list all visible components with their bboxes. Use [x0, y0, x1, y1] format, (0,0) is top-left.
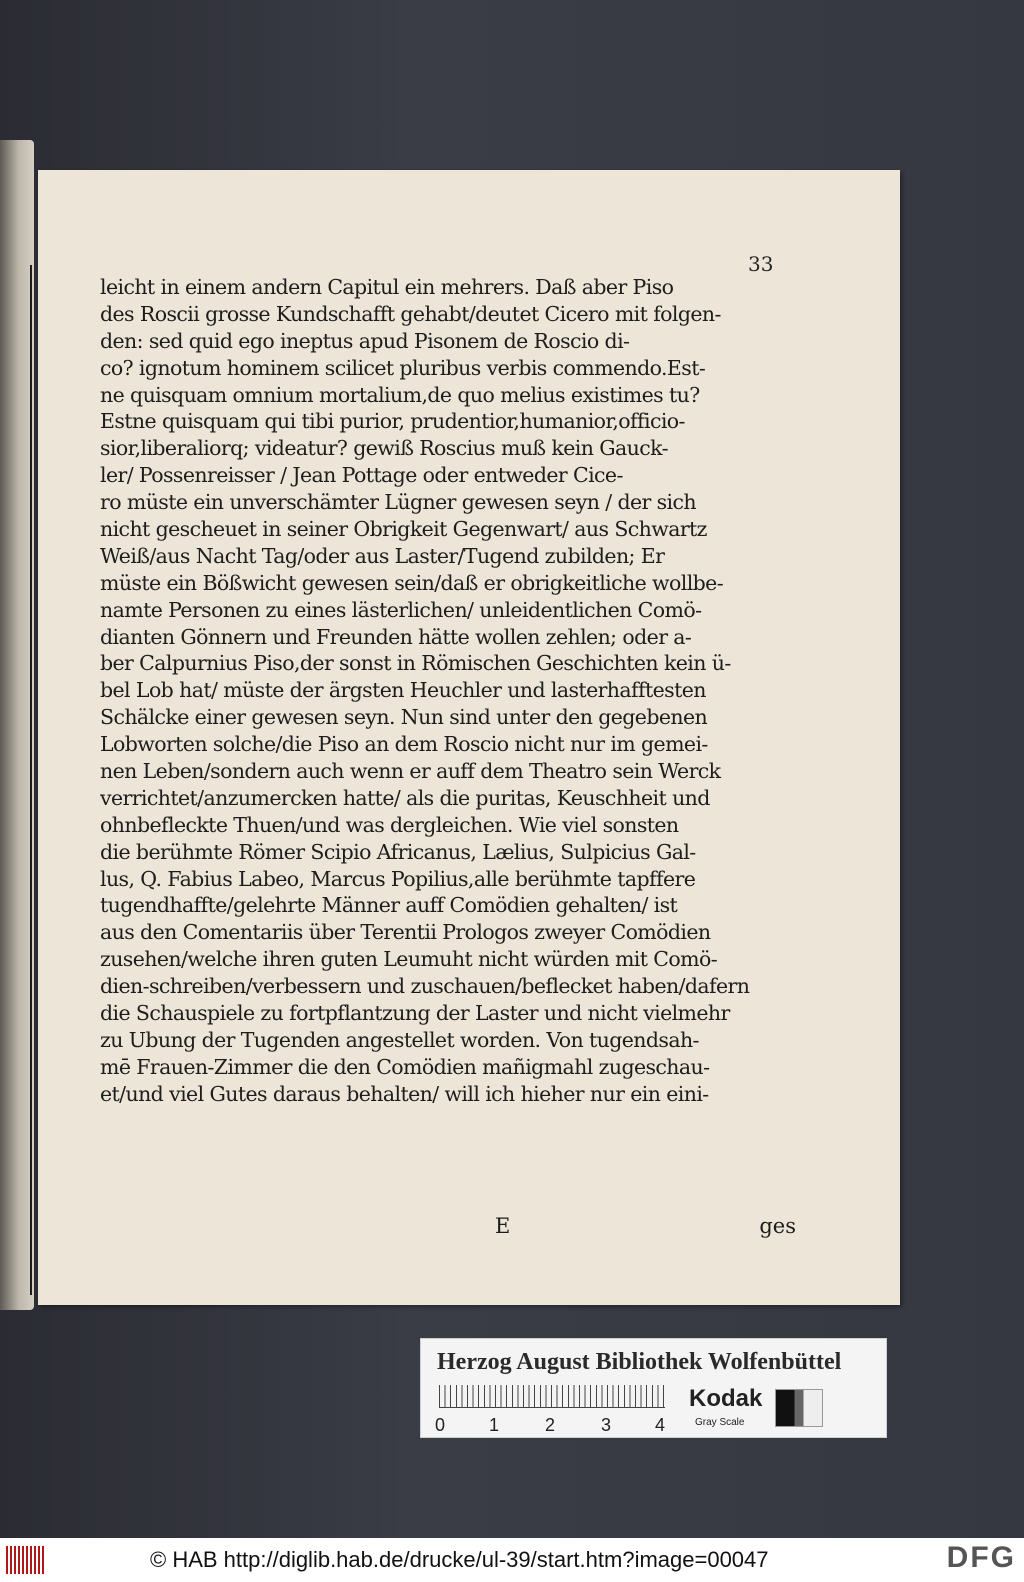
text-line: tugendhaffte/gelehrte Männer auff Comödien gehalten/ ist [100, 893, 678, 918]
scale-number: 4 [655, 1415, 666, 1435]
text-line: verrichtet/anzumercken hatte/ als die puritas, Keuschheit und [100, 785, 710, 810]
scale-number: 3 [601, 1415, 612, 1435]
text-line: ro müste ein unverschämter Lügner gewesen seyn / der sich [100, 490, 696, 515]
text-line: Weiß/aus Nacht Tag/oder aus Laster/Tugend zubilden; Er [100, 543, 665, 568]
text-line: Lobworten solche/die Piso an dem Roscio nicht nur im gemei- [100, 732, 708, 757]
page-text [100, 274, 800, 1108]
kodak-logo: Kodak [689, 1385, 763, 1412]
library-name: Herzog August Bibliothek Wolfenbüttel [437, 1349, 842, 1375]
text-line: sior,liberaliorq; videatur? gewiß Roscius muß kein Gauck- [100, 436, 668, 461]
gray-scale-patch [775, 1389, 823, 1427]
hab-barcode-icon [6, 1546, 46, 1574]
color-calibration-bar [420, 1338, 887, 1438]
text-line: ler/ Possenreisser / Jean Pottage oder entweder Cice- [100, 463, 623, 488]
text-line: Schälcke einer gewesen seyn. Nun sind unter den gegebenen [100, 705, 708, 730]
previous-page-edge [0, 140, 34, 1310]
text-line: et/und viel Gutes daraus behalten/ will ich hieher nur ein eini- [100, 1081, 709, 1106]
gray-scale-label: Gray Scale [695, 1417, 745, 1428]
text-line: zu Ubung der Tugenden angestellet worden. Von tugendsah- [100, 1027, 699, 1052]
text-line: ohnbefleckte Thuen/und was dergleichen. Wie viel sonsten [100, 812, 679, 837]
text-line: ne quisquam omnium mortalium,de quo melius existimes tu? [100, 382, 700, 407]
text-line: die berühmte Römer Scipio Africanus, Lælius, Sulpicius Gal- [100, 839, 696, 864]
copyright-url[interactable]: © HAB http://diglib.hab.de/drucke/ul-39/start.htm?image=00047 [150, 1547, 769, 1572]
page-footer-row [100, 1214, 800, 1244]
text-line: ber Calpurnius Piso,der sonst in Römischen Geschichten kein ü- [100, 651, 731, 676]
signature-mark: E [495, 1214, 511, 1238]
text-line: lus, Q. Fabius Labeo, Marcus Popilius,alle berühmte tapffere [100, 866, 696, 891]
text-line: des Roscii grosse Kundschafft gehabt/deutet Cicero mit folgen- [100, 301, 721, 326]
text-line: nicht gescheuet in seiner Obrigkeit Gegenwart/ aus Schwartz [100, 517, 707, 542]
dfg-logo: DFG [946, 1541, 1016, 1574]
text-line: den: sed quid ego ineptus apud Pisonem de Roscio di- [100, 328, 630, 353]
text-line: zusehen/welche ihren guten Leumuht nicht würden mit Comö- [100, 947, 718, 972]
text-line: leicht in einem andern Capitul ein mehrers. Daß aber Piso [100, 275, 674, 299]
text-line: namte Personen zu eines lästerlichen/ unleidentlichen Comö- [100, 597, 702, 622]
text-line: die Schauspiele zu fortpflantzung der Laster und nicht vielmehr [100, 1001, 730, 1026]
scale-number: 2 [545, 1415, 556, 1435]
text-line: bel Lob hat/ müste der ärgsten Heuchler und lasterhafftesten [100, 678, 706, 703]
text-line: co? ignotum hominem scilicet pluribus verbis commendo.Est- [100, 355, 706, 380]
page-number: 33 [748, 252, 774, 276]
text-line: müste ein Bößwicht gewesen sein/daß er obrigkeitliche wollbe- [100, 570, 724, 595]
text-line: mē Frauen-Zimmer die den Comödien mañigmahl zugeschau- [100, 1054, 710, 1079]
text-line: dianten Gönnern und Freunden hätte wollen zehlen; oder a- [100, 624, 692, 649]
catchword: ges [759, 1214, 796, 1238]
text-line: Estne quisquam qui tibi purior, prudentior,humanior,officio- [100, 409, 685, 434]
text-line: nen Leben/sondern auch wenn er auff dem Theatro sein Werck [100, 759, 721, 784]
ruler-scale [435, 1385, 675, 1435]
text-line: aus den Comentariis über Terentii Prologos zweyer Comödien [100, 920, 711, 945]
scale-number: 0 [435, 1415, 446, 1435]
page-gutter-line [30, 265, 32, 1295]
scale-number: 1 [489, 1415, 500, 1435]
text-line: dien-schreiben/verbessern und zuschauen/beflecket haben/dafern [100, 974, 750, 999]
footer-bar [0, 1538, 1024, 1582]
ruler-ticks [439, 1385, 665, 1408]
book-page [38, 170, 900, 1305]
